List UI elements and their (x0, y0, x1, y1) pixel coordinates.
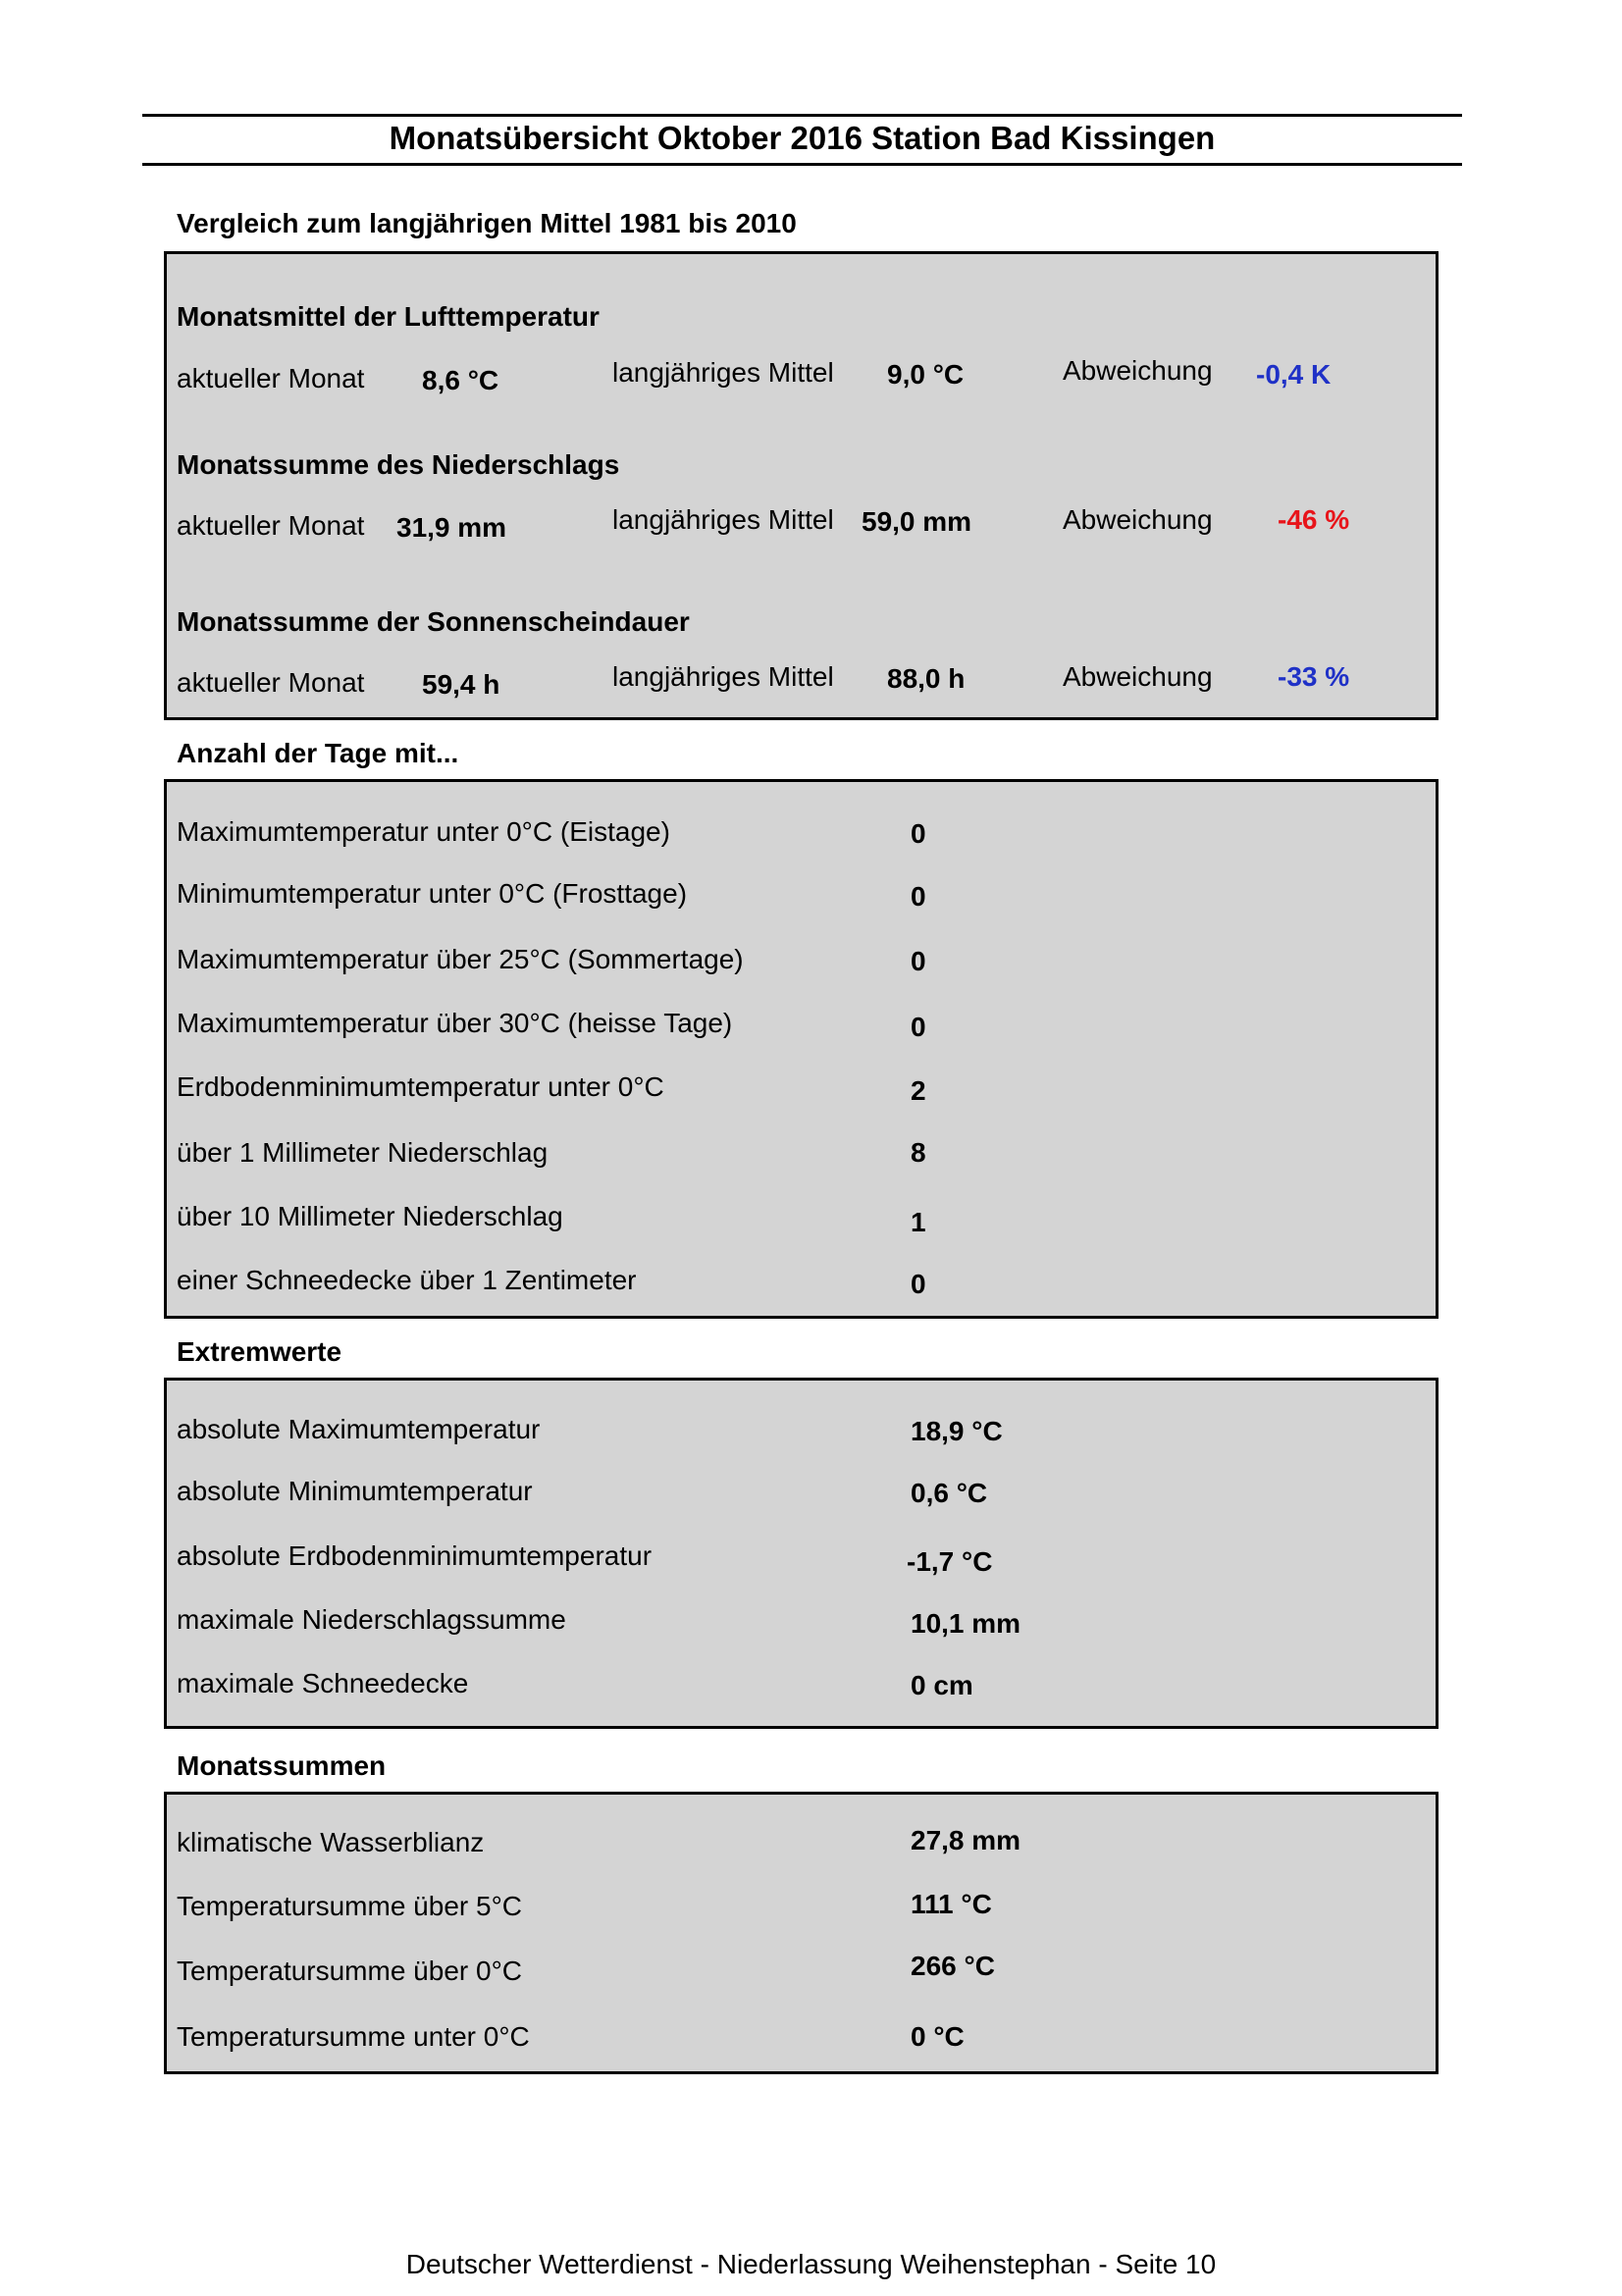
temp-current-value: 8,6 °C (422, 365, 499, 395)
sums-heading: Monatssummen (177, 1750, 387, 1781)
sunshine-current-label: aktueller Monat (177, 667, 365, 698)
precip-mean-label: langjähriges Mittel (612, 504, 834, 535)
sums-row-value: 27,8 mm (911, 1825, 1021, 1855)
days-row-value: 0 (911, 946, 926, 976)
extremes-row-label: maximale Schneedecke (177, 1668, 469, 1698)
days-row-label: Minimumtemperatur unter 0°C (Frosttage) (177, 878, 688, 909)
days-row-label: über 1 Millimeter Niederschlag (177, 1137, 549, 1168)
extremes-row-value: 10,1 mm (911, 1608, 1021, 1639)
precip-current-value: 31,9 mm (396, 512, 507, 543)
extremes-row-label: absolute Minimumtemperatur (177, 1476, 533, 1506)
days-row-value: 0 (911, 1269, 926, 1299)
temp-current-label: aktueller Monat (177, 363, 365, 393)
temp-block-title: Monatsmittel der Lufttemperatur (177, 301, 600, 332)
sums-row-value: 266 °C (911, 1951, 995, 1981)
precip-block-title: Monatssumme des Niederschlags (177, 449, 620, 480)
extremes-row-value: 0 cm (911, 1670, 973, 1700)
precip-mean-value: 59,0 mm (862, 506, 972, 537)
days-row-value: 0 (911, 818, 926, 849)
days-row-label: Maximumtemperatur unter 0°C (Eistage) (177, 816, 670, 847)
extremes-heading: Extremwerte (177, 1336, 342, 1367)
days-row-label: einer Schneedecke über 1 Zentimeter (177, 1265, 637, 1295)
days-row-label: Erdbodenminimumtemperatur unter 0°C (177, 1071, 664, 1102)
days-row-value: 2 (911, 1075, 926, 1106)
precip-dev-label: Abweichung (1063, 504, 1213, 535)
page-footer: Deutscher Wetterdienst - Niederlassung Weihenstephan - Seite 10 (405, 2249, 1217, 2279)
days-row-value: 8 (911, 1137, 926, 1168)
title-bottom-rule (142, 163, 1462, 166)
temp-dev-value: -0,4 K (1256, 359, 1332, 390)
sums-row-label: Temperatursumme über 0°C (177, 1956, 522, 1986)
days-row-label: Maximumtemperatur über 30°C (heisse Tage) (177, 1008, 733, 1038)
days-heading: Anzahl der Tage mit... (177, 738, 459, 768)
sums-row-label: Temperatursumme unter 0°C (177, 2021, 530, 2052)
sunshine-current-value: 59,4 h (422, 669, 500, 700)
extremes-row-label: absolute Erdbodenminimumtemperatur (177, 1540, 653, 1571)
title-top-rule (142, 114, 1462, 117)
temp-mean-label: langjähriges Mittel (612, 357, 834, 388)
days-row-value: 0 (911, 1012, 926, 1042)
precip-current-label: aktueller Monat (177, 510, 365, 541)
days-row-value: 1 (911, 1207, 926, 1237)
extremes-row-label: maximale Niederschlagssumme (177, 1604, 566, 1635)
sums-row-value: 0 °C (911, 2021, 965, 2052)
temp-mean-value: 9,0 °C (887, 359, 965, 390)
sunshine-mean-label: langjähriges Mittel (612, 661, 834, 692)
sums-row-value: 111 °C (911, 1889, 992, 1919)
days-row-value: 0 (911, 881, 926, 912)
extremes-row-value: -1,7 °C (907, 1546, 993, 1577)
sums-row-label: Temperatursumme über 5°C (177, 1891, 522, 1921)
days-box (164, 779, 1439, 1319)
extremes-row-label: absolute Maximumtemperatur (177, 1414, 541, 1444)
days-row-label: Maximumtemperatur über 25°C (Sommertage) (177, 944, 744, 974)
comparison-heading: Vergleich zum langjährigen Mittel 1981 bis 2010 (177, 208, 797, 238)
precip-dev-value: -46 % (1278, 504, 1350, 535)
days-row-label: über 10 Millimeter Niederschlag (177, 1201, 563, 1231)
sunshine-dev-label: Abweichung (1063, 661, 1213, 692)
extremes-row-value: 0,6 °C (911, 1478, 988, 1508)
sums-row-label: klimatische Wasserblianz (177, 1827, 485, 1857)
sunshine-mean-value: 88,0 h (887, 663, 966, 694)
sunshine-block-title: Monatssumme der Sonnenscheindauer (177, 606, 690, 637)
extremes-row-value: 18,9 °C (911, 1416, 1003, 1446)
temp-dev-label: Abweichung (1063, 355, 1213, 386)
sunshine-dev-value: -33 % (1278, 661, 1350, 692)
page-title: Monatsübersicht Oktober 2016 Station Bad Kissingen (389, 120, 1216, 156)
